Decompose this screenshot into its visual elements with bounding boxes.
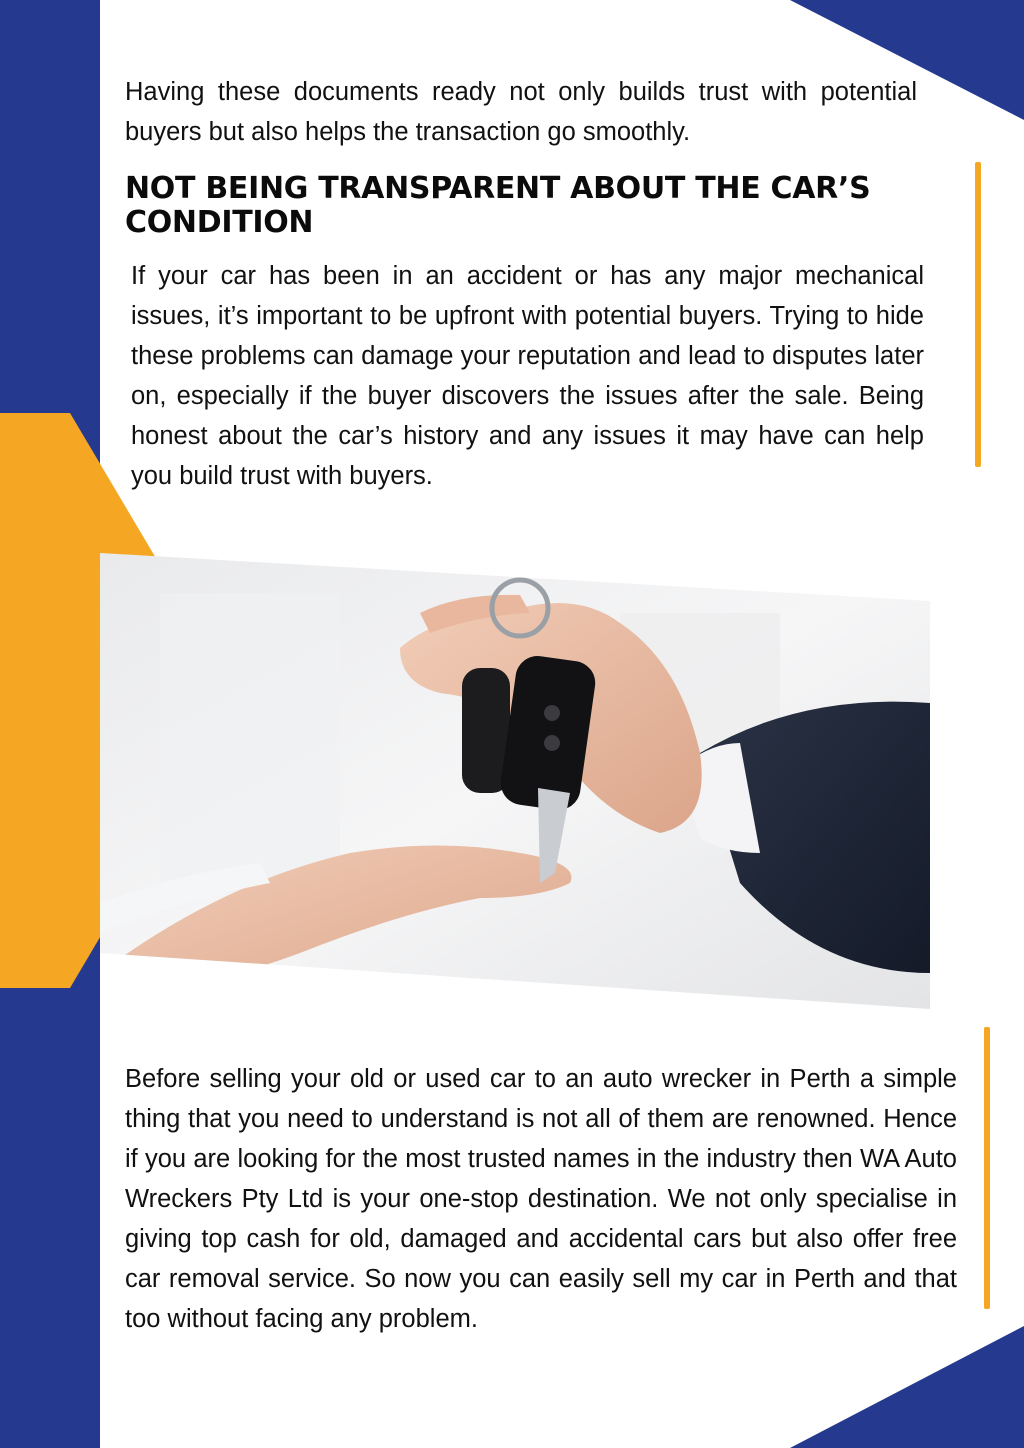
accent-bar-bottom [984, 1027, 990, 1309]
bottom-right-navy-triangle [790, 1326, 1024, 1448]
closing-paragraph: Before selling your old or used car to an auto wrecker in Perth a simple thing that you need to understand is not all of them are renowned. Hence if you are looking for the most trusted names in the industry then WA Auto Wreckers Pty Ltd is your one-stop destination. We not only specialise in giving top cash for old, damaged and accidental cars but also offer free car removal service. So now you can easily sell my car in Perth and that too without facing any problem. [125, 1065, 957, 1333]
intro-paragraph: Having these documents ready not only builds trust with potential buyers but also helps the transaction go smoothly. [125, 78, 917, 146]
car-keys-handover-photo [100, 553, 930, 1009]
section-heading: NOT BEING TRANSPARENT ABOUT THE CAR’S CONDITION [125, 171, 871, 240]
section-body-paragraph: If your car has been in an accident or has any major mechanical issues, it’s important to be upfront with potential buyers. Trying to hide these problems can damage your reputation and lead to disputes later on, especially if the buyer discovers the issues after the sale. Being honest about the car’s history and any issues it may have can help you build trust with buyers. [131, 262, 924, 490]
accent-bar-top [975, 162, 981, 467]
